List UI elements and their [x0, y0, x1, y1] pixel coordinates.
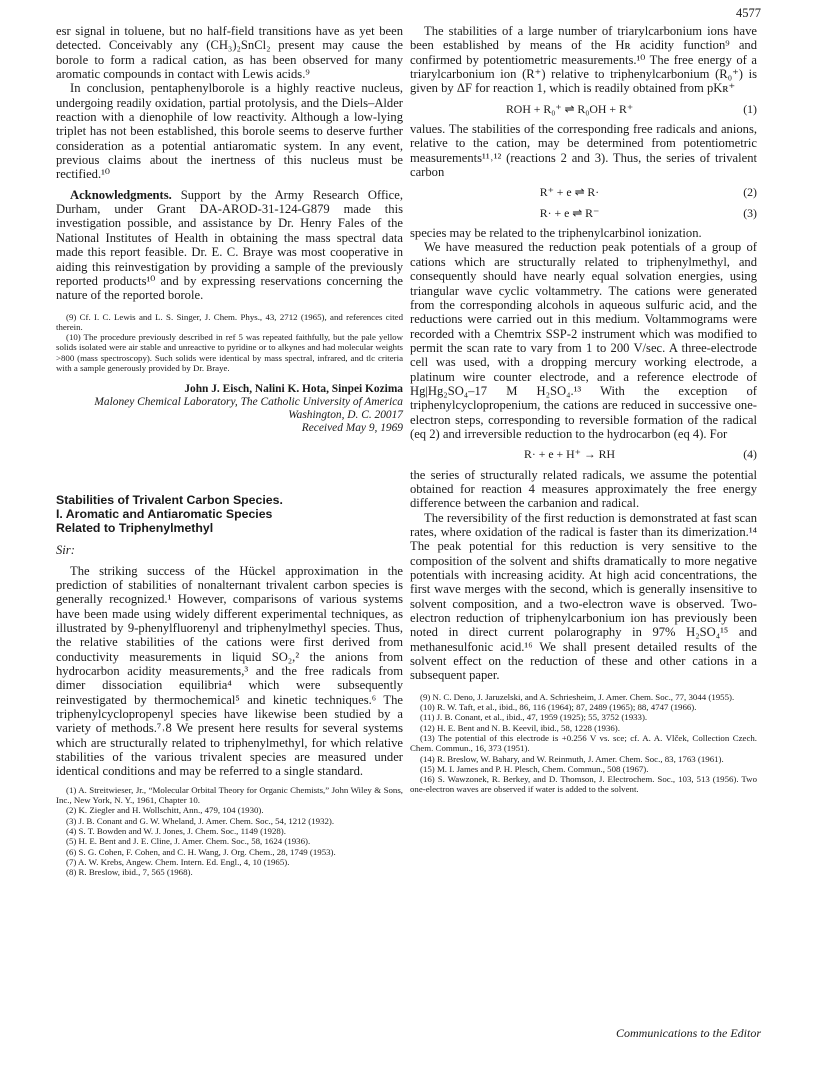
reference-3: (3) J. B. Conant and G. W. Wheland, J. Amer. Chem. Soc., 54, 1212 (1932).	[66, 815, 335, 826]
reference-4: (4) S. T. Bowden and W. J. Jones, J. Chem. Soc., 1149 (1928).	[66, 826, 286, 836]
equation-2-number: (2)	[743, 185, 757, 200]
equation-1-number: (1)	[743, 101, 757, 116]
ack-label: Acknowledgments.	[70, 187, 172, 202]
right-references	[410, 692, 757, 795]
reference-16: (16) S. Wawzonek, R. Berkey, and D. Thomson, J. Electrochem. Soc., 103, 513 (1956). Two one-electron waves are observed if water is added to the solvent.	[410, 774, 757, 795]
left-paragraph-1: esr signal in toluene, but no half-field transitions have as yet been detected. Conceivably any (CH₃)₂SnCl₂ present may cause the borole to form a radical cation, as has been observed for many aromatic compounds in contact with Lewis acids.⁹	[56, 24, 403, 82]
equation-3-number: (3)	[743, 205, 757, 220]
equation-2	[410, 185, 757, 199]
left-paragraph-3: The striking success of the Hückel approximation in the prediction of stabilities of nonalternant trivalent carbon species is generally recognized.¹ However, comparisons of various systems have been made using widely different experimental techniques, as illustrated by 9-phenylfluorenyl and triphenylmethyl species. Thus, the relative stabilities of the cations were first derived from conductivity measurements in liquid SO₂,² the anions from hydrocarbon acidity measurements,³ and the free radicals from dimer dissociation equilibria⁴ which were subsequently reinvestigated by thermochemical⁵ and kinetic techniques.⁶ The triphenylcyclopropenyl species have likewise been studied by a variety of methods.⁷˒8 We present here results for several systems which are structurally related to triphenylmethyl, for which relative stabilities of the various trivalent species are measured under identical conditions and may be referred to a single standard.	[56, 563, 403, 779]
equation-3-body: R· + e ⇌ R⁻	[539, 205, 600, 220]
acknowledgments	[56, 188, 403, 303]
salutation: Sir:	[56, 543, 75, 558]
reference-7: (7) A. W. Krebs, Angew. Chem. Intern. Ed. Engl., 4, 10 (1965).	[66, 856, 290, 867]
right-paragraph-6: The reversibility of the first reduction is demonstrated at fast scan rates, where oxidation of the radical is faster than its dimerization.¹⁴ The peak potential for this reduction is very sensitive to the composition of the solvent and shifts dramatically to more negative potentials with increasing acidity. At high acid concentrations, the first wave merges with the second, which is generally insensitive to solvent composition, and a two-electron wave is observed. Two-electron reduction of triphenylcarbonium ion has previously been noted in direct current polarography in 97% H₂SO₄¹⁵ and methanesulfonic acid.¹⁶ We shall present detailed results of the solvent effect on the reduction of these and other cations in a subsequent paper.	[410, 510, 757, 683]
reference-5: (5) H. E. Bent and J. E. Cline, J. Amer. Chem. Soc., 58, 1624 (1936).	[66, 836, 311, 847]
article-title-line-2: I. Aromatic and Antiaromatic Species	[56, 507, 273, 522]
reference-6: (6) S. G. Cohen, F. Cohen, and C. H. Wang, J. Org. Chem., 28, 1749 (1953).	[66, 846, 336, 857]
affiliation-line-1: Maloney Chemical Laboratory, The Catholic University of America	[94, 396, 403, 409]
reference-11: (11) J. B. Conant, et al., ibid., 47, 1959 (1925); 55, 3752 (1933).	[420, 712, 648, 723]
right-column	[410, 24, 757, 795]
affiliation-line-2: Washington, D. C. 20017	[288, 409, 403, 422]
received-date: Received May 9, 1969	[301, 422, 403, 435]
right-paragraph-5: the series of structurally related radicals, we assume the potential obtained for reaction 4 measures approximately the free energy difference between the carbanion and radical.	[410, 467, 757, 511]
reference-2: (2) K. Ziegler and H. Wollschitt, Ann., 479, 104 (1930).	[66, 805, 264, 816]
equation-1-body: ROH + R₀⁺ ⇌ R₀OH + R⁺	[505, 101, 634, 116]
reference-1: (1) A. Streitwieser, Jr., “Molecular Orbital Theory for Organic Chemists,” John Wiley & Sons, Inc., New York, N. Y., 1961, Chapter 10.	[56, 784, 403, 806]
right-paragraph-4: We have measured the reduction peak potentials of a group of cations which are structurally related to triphenylmethyl, and consequently should have nearly equal solvation energies, using triangular wave cyclic voltammetry. The cations were generated from the corresponding alcohols in aqueous sulfuric acid, and the reductions were carried out in this medium. Voltammograms were recorded with a Chemtrix SSP-2 instrument which was modified to permit the scan rate to vary from 1 to 200 V/sec. A three-electrode cell was used, with a dropping mercury working electrode, a platinum wire counter electrode, and a reference electrode of Hg|Hg₂SO₄–17 M H₂SO₄.¹³ With the exception of triphenylcyclopropenium, the cations are reduced in successive one-electron steps, corresponding to reversible formation of the radical (eq 2) and irreversible reduction to the hydrocarbon (eq 4). For	[410, 240, 757, 441]
left-footnotes	[56, 312, 403, 374]
reference-15: (15) M. I. James and P. H. Plesch, Chem. Commun., 508 (1967).	[420, 763, 649, 774]
ack-text: Support by the Army Research Office, Durham, under Grant DA-AROD-31-124-G879 made this investigation possible, and assistance by Dr. Henry Fales of the National Institutes of Health in obtaining the mass spectral data made this report feasible. Dr. E. C. Braye was most cooperative in aiding this reinvestigation by providing a sample of the previously reported products¹⁰ and by expressing reservations concerning the nature of the reported borole.	[56, 187, 403, 303]
left-column	[56, 24, 403, 877]
right-paragraph-3: species may be related to the triphenylcarbinol ionization.	[410, 226, 702, 241]
reference-13: (13) The potential of this electrode is +0.256 V vs. sce; cf. A. A. Vlček, Collection Czech. Chem. Commun., 16, 373 (1951).	[410, 732, 757, 754]
reference-10: (10) R. W. Taft, et al., ibid., 86, 116 (1964); 87, 2489 (1965); 88, 4747 (1966).	[420, 702, 697, 713]
footnote-9: (9) Cf. I. C. Lewis and L. S. Singer, J. Chem. Phys., 43, 2712 (1965), and references cited therein.	[56, 311, 403, 332]
right-paragraph-1: The stabilities of a large number of triarylcarbonium ions have been established by means of the Hʀ acidity function⁹ and confirmed by potentiometric measurements.¹⁰ The free energy of a triarylcarbonium ion (R⁺) relative to triphenylcarbonium (R₀⁺) is given by ΔF for reaction 1, which is readily obtained from pKʀ⁺	[410, 24, 757, 96]
right-paragraph-2: values. The stabilities of the corresponding free radicals and anions, relative to the cation, may be determined from potentiometric measurements¹¹˒¹² (reactions 2 and 3). Thus, the series of trivalent carbon	[410, 122, 757, 180]
left-paragraph-2: In conclusion, pentaphenylborole is a highly reactive nucleus, undergoing readily oxidation, partial protolysis, and the Diels–Alder reaction with a dienophile of low reactivity. Although a low-lying triplet has not been established, this borole seems to deserve further consideration as a potential antiaromatic system. In any event, previous claims about the inertness of this nucleus must be rectified.¹⁰	[56, 81, 403, 182]
article-title-line-1: Stabilities of Trivalent Carbon Species.	[56, 493, 283, 508]
equation-3	[410, 206, 757, 220]
article-title-line-3: Related to Triphenylmethyl	[56, 521, 214, 536]
left-references	[56, 785, 403, 878]
reference-8: (8) R. Breslow, ibid., 7, 565 (1968).	[66, 867, 193, 878]
reference-14: (14) R. Breslow, W. Bahary, and W. Reinmuth, J. Amer. Chem. Soc., 83, 1763 (1961).	[420, 753, 724, 764]
equation-4-number: (4)	[743, 447, 757, 462]
reference-12: (12) H. E. Bent and N. B. Keevil, ibid., 58, 1228 (1936).	[420, 722, 620, 733]
equation-4-body: R· + e + H⁺ → RH	[524, 447, 615, 462]
reference-9: (9) N. C. Deno, J. Jaruzelski, and A. Schriesheim, J. Amer. Chem. Soc., 77, 3044 (1955).	[420, 691, 735, 702]
page-number: 4577	[736, 6, 761, 20]
author-names: John J. Eisch, Nalini K. Hota, Sinpei Kozima	[184, 383, 403, 396]
equation-2-body: R⁺ + e ⇌ R·	[539, 185, 600, 200]
equation-4	[410, 447, 757, 461]
article-title	[56, 493, 403, 535]
footnote-10: (10) The procedure previously described in ref 5 was repeated faithfully, but the pale yellow solids isolated were air stable and unreactive to pyridine or to alkynes and had molecular weights >800 (mass spectroscopy). Such solids were identical by mass spectral, infrared, and tlc criteria with a sample generously provided by Dr. Braye.	[56, 332, 403, 374]
journal-section-footer: Communications to the Editor	[616, 1026, 761, 1040]
equation-1	[410, 102, 757, 116]
